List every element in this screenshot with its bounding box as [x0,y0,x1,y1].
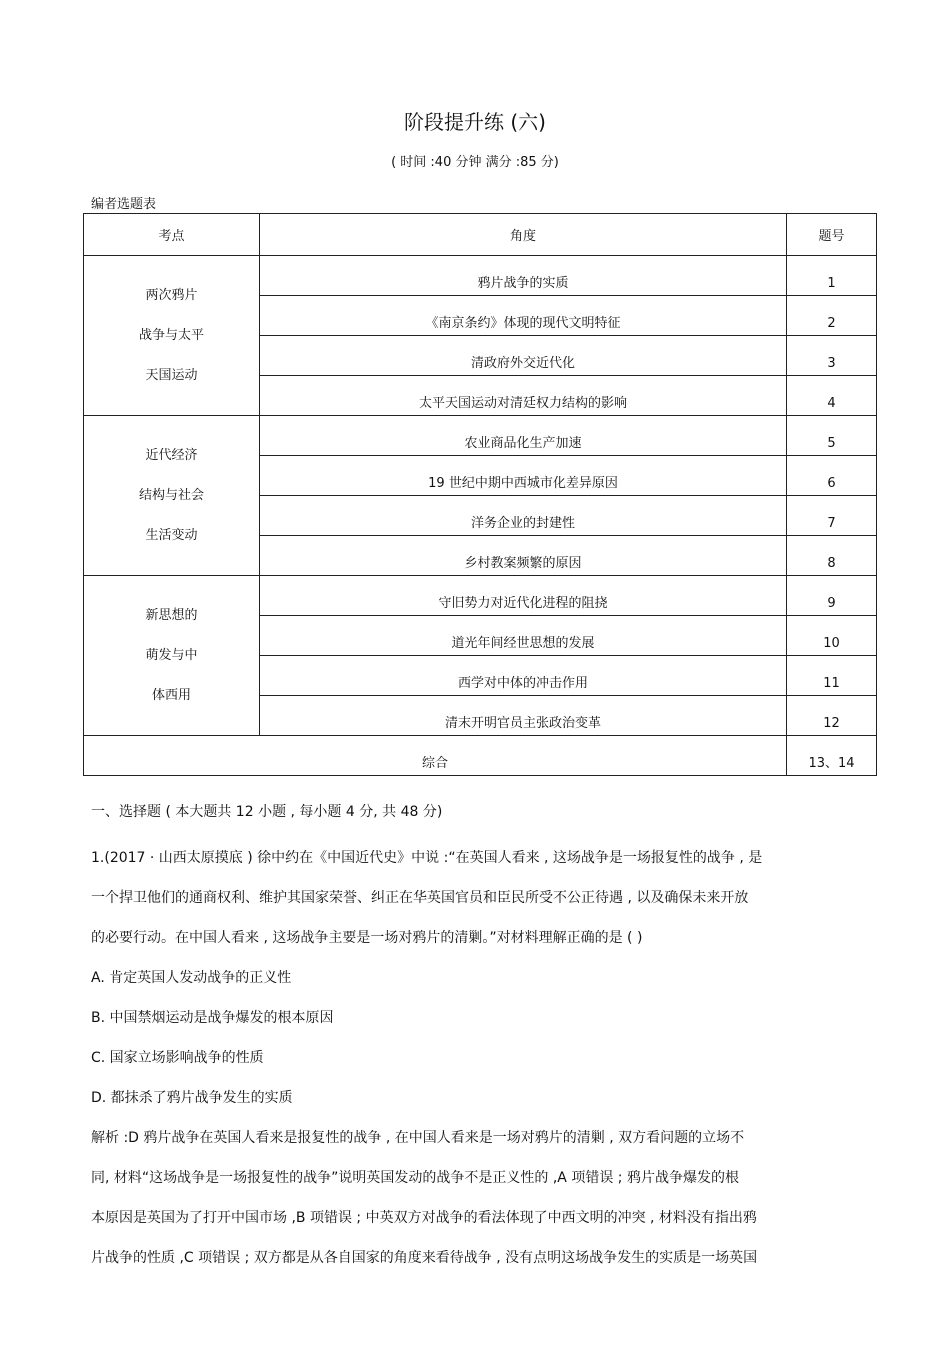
topic-line: 战争与太平 [138,327,204,343]
angle-cell: 鸦片战争的实质 [260,256,787,296]
topic-cell [84,416,260,576]
angle-cell: 清末开明官员主张政治变革 [260,696,787,736]
angle-cell: 农业商品化生产加速 [260,416,787,456]
analysis-line: 解析 :D 鸦片战争在英国人看来是报复性的战争 , 在中国人看来是一场对鸦片的清剿 , 双方看问题的立场不 [91,1130,745,1146]
topic-cell [84,256,260,416]
number-cell: 6 [787,456,877,496]
topic-line: 结构与社会 [138,487,204,503]
option-b: B. 中国禁烟运动是战争爆发的根本原因 [91,1010,334,1026]
angle-cell: 太平天国运动对清廷权力结构的影响 [260,376,787,416]
table-row [84,576,877,616]
header-number: 题号 [787,214,877,256]
page-title: 阶段提升练 (六) [404,110,546,134]
number-cell: 5 [787,416,877,456]
number-cell: 12 [787,696,877,736]
section-heading: 一、选择题 ( 本大题共 12 小题 , 每小题 4 分, 共 48 分) [91,804,443,820]
analysis-line: 本原因是英国为了打开中国市场 ,B 项错误 ; 中英双方对战争的看法体现了中西文明的冲突 , 材料没有指出鸦 [91,1210,757,1226]
option-a: A. 肯定英国人发动战争的正义性 [91,970,292,986]
question-line: 的必要行动。在中国人看来 , 这场战争主要是一场对鸦片的清剿。”对材料理解正确的是 ( ) [91,930,643,946]
table-row [84,416,877,456]
angle-cell: 19 世纪中期中西城市化差异原因 [260,456,787,496]
table-summary-row [84,736,877,776]
angle-cell: 乡村教案频繁的原因 [260,536,787,576]
topic-line: 生活变动 [145,527,198,543]
number-cell: 11 [787,656,877,696]
angle-cell: 西学对中体的冲击作用 [260,656,787,696]
topic-selection-table [83,213,877,776]
angle-cell: 洋务企业的封建性 [260,496,787,536]
number-cell: 2 [787,296,877,336]
header-topic: 考点 [84,214,260,256]
topic-line: 近代经济 [145,447,198,463]
angle-cell: 守旧势力对近代化进程的阻挠 [260,576,787,616]
table-caption: 编者选题表 [91,197,157,212]
summary-label: 综合 [84,736,787,776]
number-cell: 1 [787,256,877,296]
angle-cell: 《南京条约》体现的现代文明特征 [260,296,787,336]
analysis-line: 片战争的性质 ,C 项错误 ; 双方都是从各自国家的角度来看待战争 , 没有点明这场战争发生的实质是一场英国 [91,1250,758,1266]
number-cell: 8 [787,536,877,576]
question-content [91,800,871,1278]
summary-number: 13、14 [787,736,877,776]
topic-line: 体西用 [151,687,191,703]
number-cell: 4 [787,376,877,416]
page-subtitle: ( 时间 :40 分钟 满分 :85 分) [391,155,559,170]
question-line: 一个捍卫他们的通商权利、维护其国家荣誉、纠正在华英国官员和臣民所受不公正待遇 , 以及确保未来开放 [91,890,749,906]
header-angle: 角度 [260,214,787,256]
table-row [84,256,877,296]
topic-line: 天国运动 [145,367,198,383]
topic-cell [84,576,260,736]
number-cell: 7 [787,496,877,536]
question-line: 1.(2017 · 山西太原摸底 ) 徐中约在《中国近代史》中说 :“在英国人看来 , 这场战争是一场报复性的战争 , 是 [91,850,763,866]
number-cell: 10 [787,616,877,656]
number-cell: 3 [787,336,877,376]
option-d: D. 都抹杀了鸦片战争发生的实质 [91,1090,293,1106]
analysis-line: 同, 材料“这场战争是一场报复性的战争”说明英国发动的战争不是正义性的 ,A 项错误 ; 鸦片战争爆发的根 [91,1170,739,1186]
topic-line: 新思想的 [145,607,198,623]
angle-cell: 清政府外交近代化 [260,336,787,376]
topic-line: 两次鸦片 [145,287,198,303]
topic-line: 萌发与中 [145,647,198,663]
angle-cell: 道光年间经世思想的发展 [260,616,787,656]
table-header-row [84,214,877,256]
number-cell: 9 [787,576,877,616]
option-c: C. 国家立场影响战争的性质 [91,1050,264,1066]
